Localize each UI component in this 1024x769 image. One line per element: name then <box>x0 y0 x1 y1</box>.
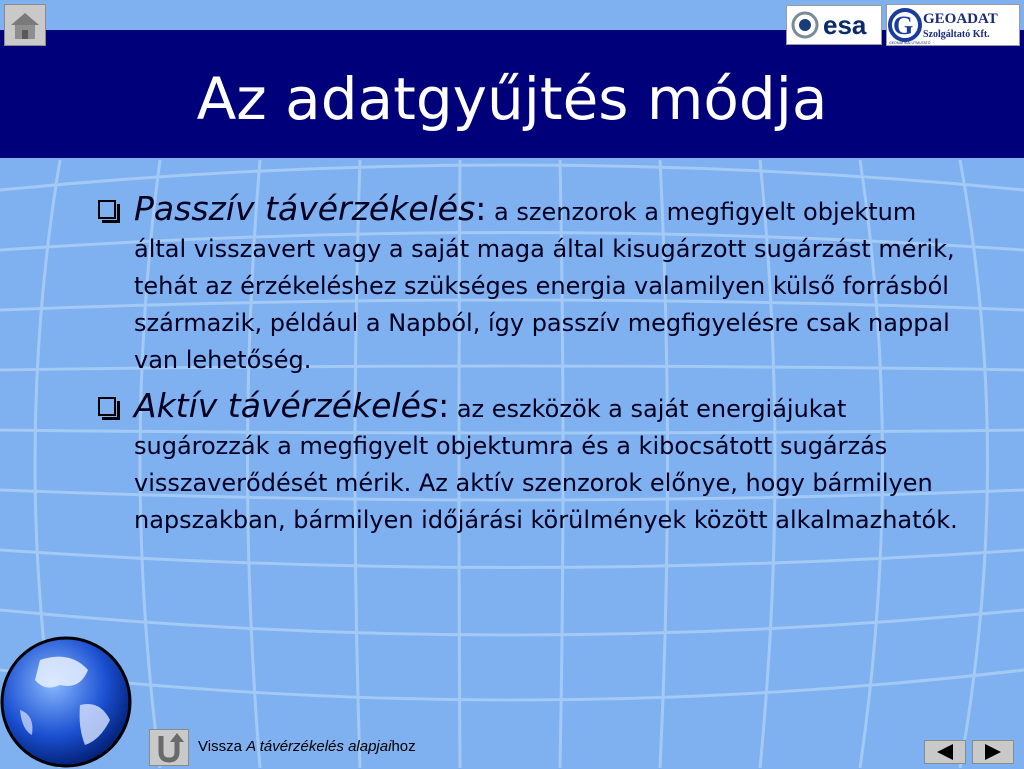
bullet-passive-sensing <box>96 190 976 379</box>
svg-text:G: G <box>893 11 914 40</box>
home-icon <box>5 5 45 45</box>
square-bullet-icon <box>98 200 116 219</box>
page-title: Az adatgyűjtés módja <box>196 65 828 133</box>
earth-globe-icon <box>0 630 138 768</box>
bullet-colon: : <box>475 189 487 228</box>
geoadat-logo <box>886 4 1020 46</box>
triangle-left-icon <box>925 741 965 763</box>
triangle-right-icon <box>973 741 1013 763</box>
geoadat-logo-sub: Szolgáltató Kft. <box>923 29 990 40</box>
back-link-suffix: hoz <box>391 738 416 755</box>
back-button[interactable] <box>149 729 189 766</box>
back-link[interactable] <box>198 738 416 755</box>
bullet-text: a szenzorok a megfigyelt objektum által visszavert vagy a saját maga által kisugárzott sugárzást mérik, tehát az érzékeléshez szükséges energia valamilyen külső forrásból származik, például a Napból, így passzív megfigyelésre csak nappal van lehetőség. <box>134 198 955 374</box>
back-link-target: A távérzékelés alapjai <box>246 738 392 755</box>
content-list <box>96 190 976 539</box>
square-bullet-icon <box>98 397 116 416</box>
esa-logo <box>786 5 882 45</box>
bullet-active-sensing <box>96 387 976 539</box>
esa-logo-text: esa <box>823 10 867 40</box>
u-turn-icon <box>150 730 188 765</box>
geoadat-logo-tagline: GEOMATIKAI ÚTMUTATÓ <box>889 41 931 45</box>
bullet-term: Passzív távérzékelés <box>134 189 476 228</box>
next-slide-button[interactable] <box>972 740 1014 764</box>
previous-slide-button[interactable] <box>924 740 966 764</box>
bullet-text: az eszközök a saját energiájukat sugározzák a megfigyelt objektumra és a kibocsátott sugárzás visszaverődését mérik. Az aktív szenzorok előnye, hogy bármilyen napszakban, bármilyen időjárási körülmények között alkalmazhatók. <box>134 395 958 534</box>
geoadat-logo-name: GEOADAT <box>923 11 998 27</box>
bullet-colon: : <box>438 386 450 425</box>
bullet-term: Aktív távérzékelés <box>134 386 439 425</box>
home-button[interactable] <box>4 4 46 46</box>
back-link-prefix: Vissza <box>198 738 247 755</box>
